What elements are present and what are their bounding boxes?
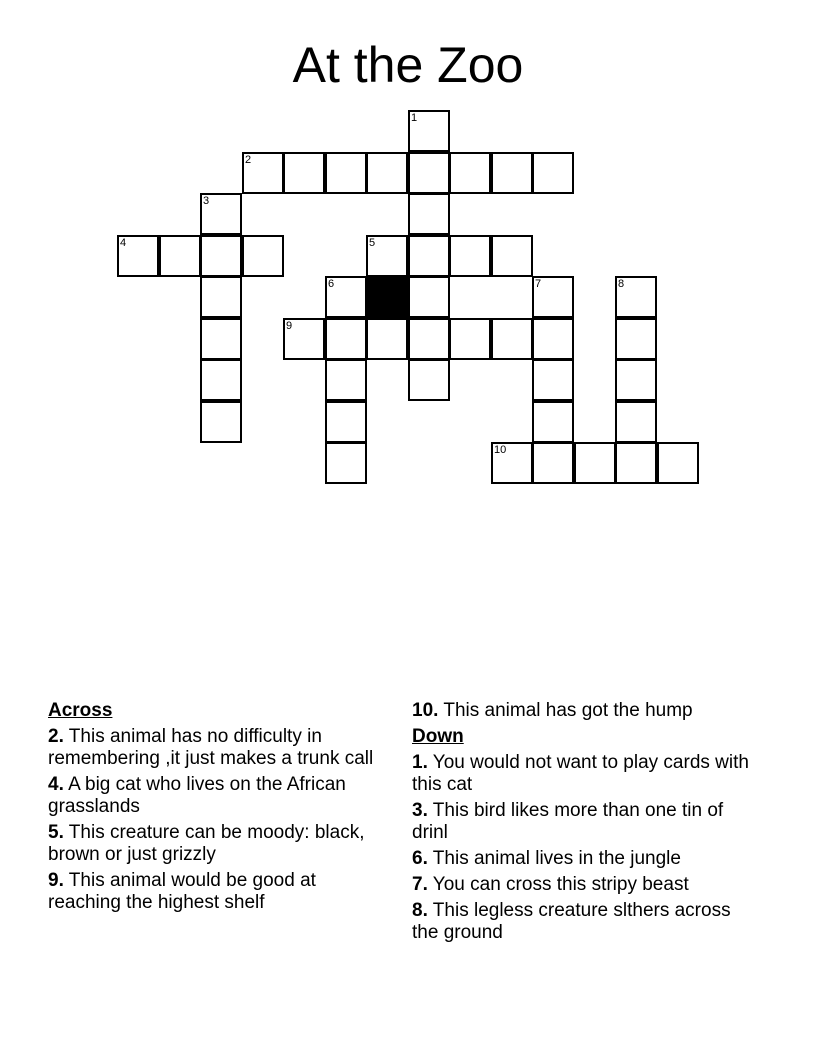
crossword-cell[interactable]	[200, 235, 242, 277]
crossword-cell[interactable]	[615, 276, 657, 318]
clue-number: 4.	[48, 774, 64, 795]
crossword-cell[interactable]	[408, 193, 450, 235]
down-clue-7	[412, 874, 757, 896]
crossword-cell[interactable]	[117, 235, 159, 277]
crossword-grid	[0, 0, 816, 500]
crossword-cell[interactable]	[491, 318, 533, 360]
crossword-cell[interactable]	[159, 235, 201, 277]
crossword-cell[interactable]	[283, 152, 325, 194]
crossword-cell[interactable]	[532, 359, 574, 401]
crossword-cell[interactable]	[242, 235, 284, 277]
crossword-cell[interactable]	[366, 235, 408, 277]
crossword-cell[interactable]	[325, 442, 367, 484]
cell-number: 10	[494, 444, 507, 456]
cell-number: 7	[535, 278, 542, 290]
across-clue-9	[48, 870, 393, 914]
crossword-cell[interactable]	[491, 235, 533, 277]
cell-number: 6	[328, 278, 335, 290]
crossword-cell[interactable]	[283, 318, 325, 360]
down-clue-1	[412, 752, 757, 796]
crossword-cell[interactable]	[408, 359, 450, 401]
page-title: At the Zoo	[292, 37, 524, 93]
crossword-cell[interactable]	[242, 152, 284, 194]
crossword-cell[interactable]	[491, 442, 533, 484]
crossword-cell[interactable]	[325, 152, 367, 194]
crossword-cell[interactable]	[366, 152, 408, 194]
crossword-cell[interactable]	[449, 235, 491, 277]
across-clue-2	[48, 726, 393, 770]
crossword-cell[interactable]	[325, 318, 367, 360]
down-clue-3	[412, 800, 757, 844]
clue-number: 2.	[48, 726, 64, 747]
crossword-cell[interactable]	[449, 152, 491, 194]
clue-number: 6.	[412, 848, 428, 869]
across-heading: Across	[48, 700, 113, 721]
cell-number: 4	[120, 237, 127, 249]
cell-number: 2	[245, 154, 252, 166]
crossword-cell[interactable]	[615, 318, 657, 360]
crossword-cell[interactable]	[408, 276, 450, 318]
down-heading: Down	[412, 726, 464, 747]
clue-number: 5.	[48, 822, 64, 843]
cell-number: 3	[203, 195, 210, 207]
crossword-block-cell	[366, 276, 408, 318]
crossword-cell[interactable]	[615, 442, 657, 484]
cell-number: 1	[411, 112, 418, 124]
cell-number: 5	[369, 237, 376, 249]
clue-number: 8.	[412, 900, 428, 921]
clue-text: You can cross this stripy beast	[432, 874, 689, 895]
crossword-cell[interactable]	[200, 359, 242, 401]
crossword-cell[interactable]	[325, 359, 367, 401]
across-clue-10	[412, 700, 757, 722]
crossword-cell[interactable]	[325, 276, 367, 318]
clue-text: This animal has got the hump	[443, 700, 693, 721]
crossword-cell[interactable]	[532, 318, 574, 360]
crossword-cell[interactable]	[615, 401, 657, 443]
clue-text: This animal would be good at reaching the highest shelf	[48, 870, 316, 913]
clue-number: 9.	[48, 870, 64, 891]
crossword-cell[interactable]	[532, 401, 574, 443]
clue-number: 1.	[412, 752, 428, 773]
cell-number: 8	[618, 278, 625, 290]
clue-text: This bird likes more than one tin of drinl	[412, 800, 724, 843]
clue-text: You would not want to play cards with this cat	[412, 752, 749, 795]
down-clue-6	[412, 848, 757, 870]
across-clue-5	[48, 822, 393, 866]
crossword-cell[interactable]	[408, 235, 450, 277]
clue-text: This legless creature slthers across the ground	[412, 900, 731, 943]
crossword-cell[interactable]	[449, 318, 491, 360]
crossword-cell[interactable]	[366, 318, 408, 360]
crossword-cell[interactable]	[491, 152, 533, 194]
clue-text: This creature can be moody: black, brown or just grizzly	[48, 822, 365, 865]
clue-number: 10.	[412, 700, 439, 721]
clues-left-column	[48, 700, 393, 918]
cell-number: 9	[286, 320, 293, 332]
clues-right-column	[412, 700, 757, 948]
clue-text: A big cat who lives on the African grasslands	[48, 774, 346, 817]
crossword-cell[interactable]	[615, 359, 657, 401]
crossword-cell[interactable]	[200, 401, 242, 443]
crossword-cell[interactable]	[574, 442, 616, 484]
clue-number: 7.	[412, 874, 428, 895]
crossword-cell[interactable]	[408, 110, 450, 152]
clue-number: 3.	[412, 800, 428, 821]
clue-text: This animal lives in the jungle	[432, 848, 681, 869]
crossword-cell[interactable]	[408, 318, 450, 360]
crossword-cell[interactable]	[532, 276, 574, 318]
crossword-cell[interactable]	[657, 442, 699, 484]
down-clue-8	[412, 900, 757, 944]
clue-text: This animal has no difficulty in remembering ,it just makes a trunk call	[48, 726, 374, 769]
across-clue-4	[48, 774, 393, 818]
crossword-cell[interactable]	[532, 442, 574, 484]
crossword-cell[interactable]	[325, 401, 367, 443]
crossword-cell[interactable]	[200, 318, 242, 360]
crossword-cell[interactable]	[408, 152, 450, 194]
crossword-cell[interactable]	[200, 276, 242, 318]
crossword-cell[interactable]	[200, 193, 242, 235]
crossword-cell[interactable]	[532, 152, 574, 194]
